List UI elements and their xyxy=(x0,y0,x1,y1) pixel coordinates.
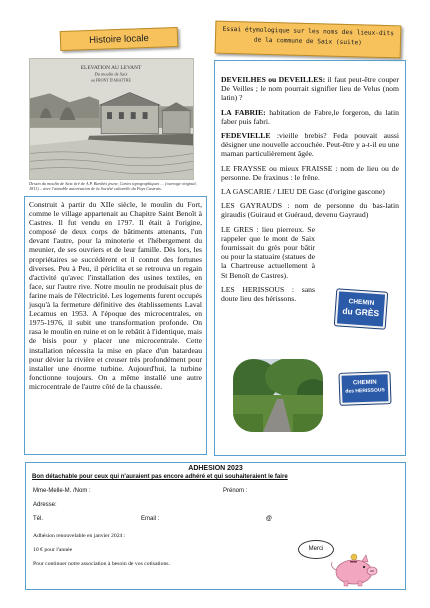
sign-line-2: des HERISSOUS xyxy=(345,387,385,395)
entry-text: Gasc (d'origine gascone) xyxy=(306,187,385,197)
entry-term: DEVEILHES ou DEVEILLES: xyxy=(221,75,326,84)
chemin-des-herissous-sign xyxy=(339,372,390,405)
entry-term: FEDEVIELLE xyxy=(221,131,271,141)
mill-history-article xyxy=(24,196,207,455)
entry-term: LE GRES xyxy=(221,224,254,234)
article-title-banner xyxy=(215,21,402,59)
entry-text: ou mieux FRAISSE : nom de lieu ou de personne. De fraxinus : le frêne. xyxy=(221,163,399,182)
entry-term: LA FABRIE: xyxy=(221,107,266,117)
sign-line-1: CHEMIN xyxy=(348,298,375,307)
engraving-title-1: ELEVATION AU LEVANT xyxy=(80,64,142,71)
merci-bubble: Merci xyxy=(298,540,334,559)
entry-fraysse xyxy=(221,164,399,182)
engraving-title-3: au FRONT D'ABATTRE xyxy=(91,77,131,83)
article-title: Essai étymologique sur les noms des lieux-dits de la commune de Saix (suite) xyxy=(222,25,394,47)
sign-line-2: du GRÈS xyxy=(342,305,380,319)
entry-term: LES GAYRAUDS xyxy=(221,201,283,211)
entry-term: LE FRAYSSE xyxy=(221,163,267,173)
entry-text: : lieu pierreux. Se rappeler que le mont de Saix fournissait du grès pour bâtir ou pour la statuaire (statues de la Chartreuse actuellement à St Benoît de Castres). xyxy=(221,224,315,280)
section-title-banner xyxy=(60,27,179,51)
price-note: 10 € pour l'année xyxy=(33,547,73,553)
chemin-du-gres-sign xyxy=(335,289,387,328)
address-field-label[interactable]: Adresse: xyxy=(33,502,57,508)
mill-history-text: Construit à partir du XIIe siècle, le moulin du Fort, comme le village appartenait au Chapitre Saint Benoît à Castres. Il fut vendu en 1797. Il était à l'origine, composé de deux corps de bâtiments attenants, l'un devant l'autre, pour la minoterie et l'hébergement du meunier, de ses ouvriers et de leur famille. Dès lors, les propriétaires se succédèrent et il connut des fortunes diverses. Peu à Peu, il périclita et se retrouva un regain d'activité qu'avec l'installation des usines textiles, en face, sur l'autre rive. Notre moulin ne produisait plus de farine mais de l'électricité. Les logements furent occupés jusqu'à la fermeture définitive des établissements Laval Lecamus en 1953. A l'époque des microcentrales, en 1975-1976, il subit une transformation profonde. On rasa le moulin en ruine et on le rebâtit à l'identique, mais de bisis pour y placer une microcentrale. Cette installation nécessita la mise en place d'un batardeau pour dévier la rivière et creuser très profondément pour installer une énorme turbine. Aujourd'hui, la turbine fonctionne toujours. On a même installé une autre microcentrale de l'autre côté de la chaussée. xyxy=(29,200,202,391)
entry-text: :vieille brebis? Feda pouvait aussi désigner une nouvelle accouchée. Peut-être y a-t-il eu une maman particulièrement âgée. xyxy=(221,131,399,159)
engraving-caption: Dessin du moulin de Saix tiré de A.P. Barthès jeune, Cartes topographiques … (ouvrage original, 1811) – avec l'aimable autorisation de la Société culturelle du Pays Castrais. xyxy=(29,181,197,192)
support-note: Pour continuer notre association à besoin de vos cotisations. xyxy=(33,561,170,567)
form-title: ADHESION 2023 xyxy=(188,465,243,472)
form-subtitle: Bon détachable pour ceux qui n'auraient pas encore adhéré et qui souhaiteraient le faire xyxy=(32,473,288,480)
name-field-label[interactable]: Mme-Melle-M. /Nom : xyxy=(33,488,91,494)
email-at-sign: @ xyxy=(266,516,272,522)
entry-gres xyxy=(221,225,315,280)
entry-gascarie xyxy=(221,187,399,196)
firstname-field-label[interactable]: Prénom : xyxy=(223,488,248,494)
entry-text: : sans doute lieu des hérissons. xyxy=(221,284,315,304)
phone-field-label[interactable]: Tél. xyxy=(33,516,44,522)
entry-term: LES HERISSOUS xyxy=(221,284,285,294)
entry-gayrauds xyxy=(221,201,399,219)
road-photo xyxy=(233,359,323,432)
section-title: Histoire locale xyxy=(88,32,150,47)
entry-text: il faut peut-être couper De Veilles ; le nom pourrait signifier lieu de Velus (nom latin) ? xyxy=(221,75,399,103)
entry-fedevielle xyxy=(221,131,399,159)
mill-engraving xyxy=(29,58,194,180)
entry-term: LA GASCARIE / LIEU DE xyxy=(221,187,307,197)
entry-text: habitation de Fabre,le forgeron, du latin faber puis fabri. xyxy=(221,107,400,126)
entry-herissous xyxy=(221,285,315,303)
engraving-title-2: Du moulin de Saix xyxy=(94,71,128,77)
entry-fabrie xyxy=(221,108,399,126)
email-field-label[interactable]: Email : xyxy=(141,516,160,522)
piggy-bank-icon xyxy=(326,553,380,587)
entry-deveilhes xyxy=(221,75,399,103)
entry-text: : nom de personne du bas-latin giraudis (Guiraud et Guéraud, devenu Gayraud) xyxy=(221,201,399,220)
sign-line-1: CHEMIN xyxy=(352,379,377,387)
renewal-note: Adhésion renouvelable en janvier 2024 : xyxy=(33,533,126,539)
